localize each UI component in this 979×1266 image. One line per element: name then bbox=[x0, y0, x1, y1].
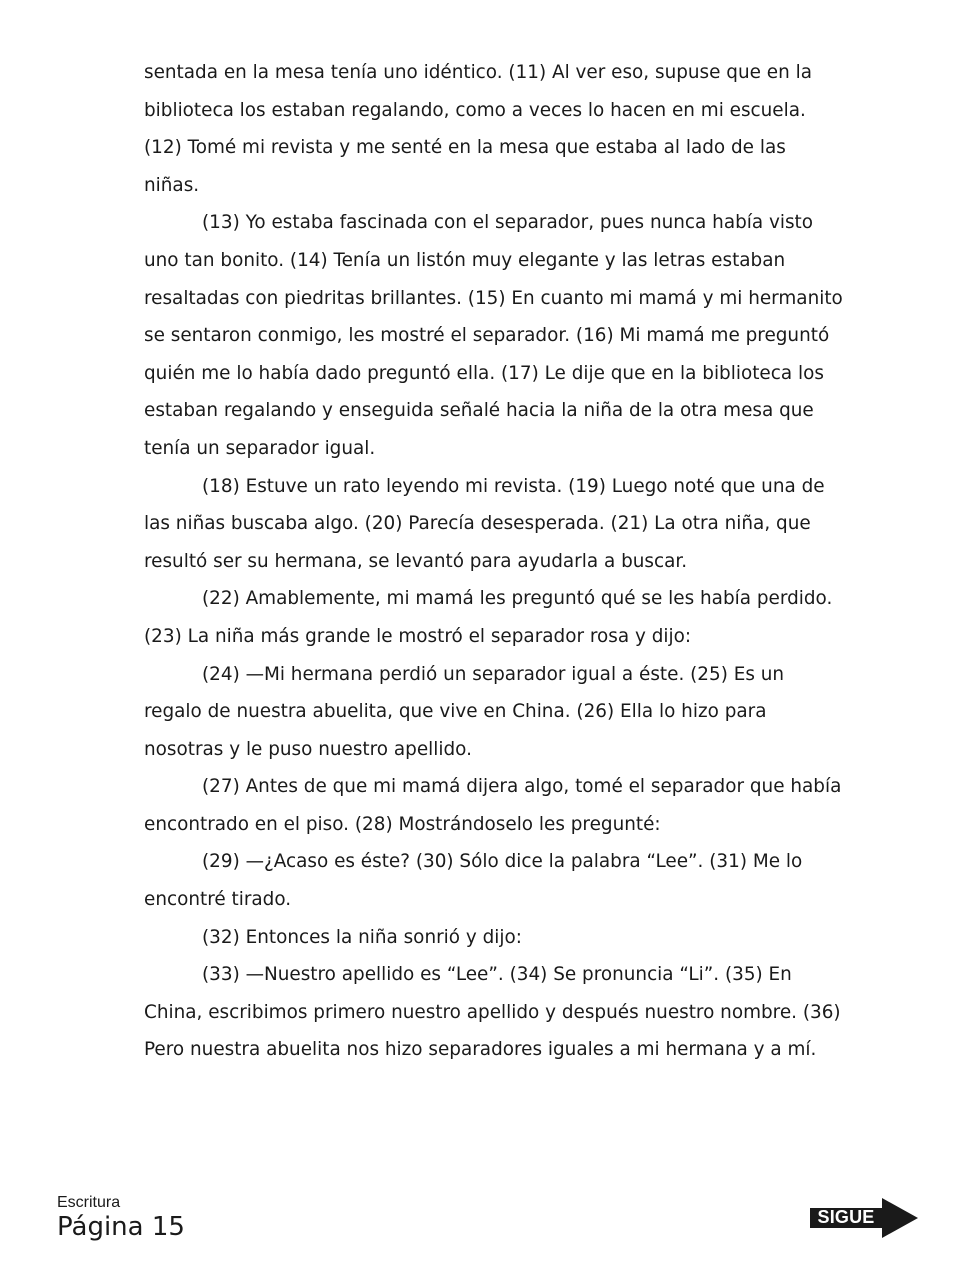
paragraph-4: (22) Amablemente, mi mamá les preguntó qué se les había perdido. (23) La niña más grande le mostró el separador rosa y dijo: bbox=[144, 588, 833, 647]
section-label: Escritura bbox=[57, 1194, 121, 1211]
next-page-arrow[interactable] bbox=[810, 1197, 920, 1239]
next-label: SIGUE bbox=[817, 1207, 875, 1227]
paragraph-3: (18) Estuve un rato leyendo mi revista. (19) Luego noté que una de las niñas buscaba algo. (20) Parecía desesperada. (21) La otra niña, que resultó ser su hermana, se levantó para ayudarla a buscar. bbox=[144, 475, 825, 572]
paragraph-7: (29) —¿Acaso es éste? (30) Sólo dice la palabra “Lee”. (31) Me lo encontré tirado. bbox=[144, 851, 803, 911]
paragraph-9: (33) —Nuestro apellido es “Lee”. (34) Se pronuncia “Li”. (35) En China, escribimos primero nuestro apellido y después nuestro nombre. (36) Pero nuestra abuelita nos hizo separadores iguales a mi hermana y a mí. bbox=[144, 964, 841, 1061]
paragraph-6: (27) Antes de que mi mamá dijera algo, tomé el separador que había encontrado en el piso. (28) Mostrándoselo les pregunté: bbox=[144, 776, 842, 835]
paragraph-8: (32) Entonces la niña sonrió y dijo: bbox=[202, 926, 522, 948]
passage-body bbox=[144, 54, 844, 1069]
paragraph-1: sentada en la mesa tenía uno idéntico. (11) Al ver eso, supuse que en la biblioteca los estaban regalando, como a veces lo hacen en mi escuela. (12) Tomé mi revista y me senté en la mesa que estaba al lado de las niñas. bbox=[144, 62, 812, 196]
page-number: Página 15 bbox=[57, 1212, 185, 1242]
paragraph-2: (13) Yo estaba fascinada con el separador, pues nunca había visto uno tan bonito. (14) Tenía un listón muy elegante y las letras estaban resaltadas con piedritas brillantes. (15) En cuanto mi mamá y mi hermanito se sentaron conmigo, les mostré el separador. (16) Mi mamá me preguntó quién me lo había dado preguntó ella. (17) Le dije que en la biblioteca los estaban regalando y enseguida señalé hacia la niña de la otra mesa que tenía un separador igual. bbox=[144, 212, 843, 459]
paragraph-5: (24) —Mi hermana perdió un separador igual a éste. (25) Es un regalo de nuestra abuelita, que vive en China. (26) Ella lo hizo para nosotras y le puso nuestro apellido. bbox=[144, 663, 785, 760]
